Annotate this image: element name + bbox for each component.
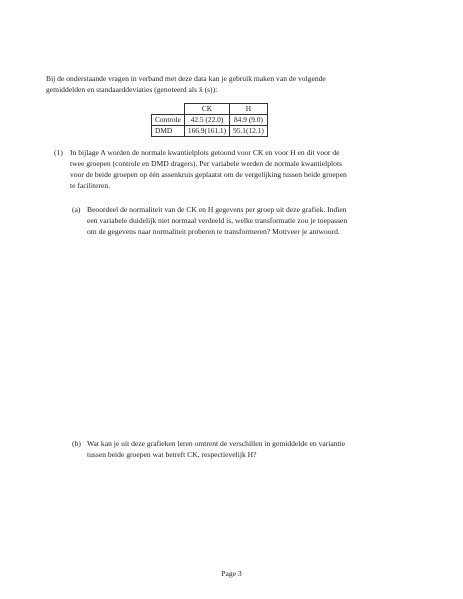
question-text xyxy=(70,147,400,191)
part-line: Beoordeel de normaliteit van de CK en H gegevens per groep uit deze grafiek. Indien xyxy=(87,205,347,214)
column-header-ck: CK xyxy=(184,104,229,115)
page-number: Page 3 xyxy=(221,569,242,578)
table-cell: 166.9(161.1) xyxy=(184,126,229,137)
table-corner-cell xyxy=(152,104,185,115)
part-line: Wat kan je uit deze grafieken leren omtrent de verschillen in gemiddelde en variantie xyxy=(87,439,346,448)
part-text xyxy=(87,204,400,237)
question-line: te faciliteren. xyxy=(70,181,111,190)
part-text xyxy=(87,438,400,460)
part-line: om de gegevens naar normaliteit proberen te transformeren? Motiveer je antwoord. xyxy=(87,227,340,236)
intro-paragraph xyxy=(46,73,396,95)
question-line: twee groepen (controle en DMD dragers). Per variabele werden de normale kwantielplots xyxy=(70,159,343,168)
question-line: In bijlage A worden de normale kwantielplots getoond voor CK en voor H en dit voor de xyxy=(70,148,340,157)
statistics-table-container xyxy=(151,103,268,137)
question-number: (1) xyxy=(54,148,63,157)
row-label: DMD xyxy=(152,126,185,137)
column-header-h: H xyxy=(230,104,268,115)
table-row xyxy=(152,126,268,137)
table-cell: 84.9 (9.0) xyxy=(230,115,268,126)
part-line: tussen beide groepen wat betreft CK, respectievelijk H? xyxy=(87,450,257,459)
row-label: Controle xyxy=(152,115,185,126)
table-cell: 42.5 (22.0) xyxy=(184,115,229,126)
statistics-table xyxy=(151,103,268,137)
table-row xyxy=(152,115,268,126)
intro-line: Bij de onderstaande vragen in verband met deze data kan je gebruik maken van de volgende xyxy=(46,74,326,83)
part-line: een variabele duidelijk niet normaal verdeeld is, welke transformatie zou je toepassen xyxy=(87,216,348,225)
intro-line: gemiddelden en standaarddeviaties (genoteerd als x̄ (s)): xyxy=(46,85,218,94)
part-label: (a) xyxy=(72,205,81,214)
question-line: voor de beide groepen op één assenkruis geplaatst om de vergelijking tussen beide groepen xyxy=(70,170,347,179)
part-label: (b) xyxy=(72,439,81,448)
table-header-row xyxy=(152,104,268,115)
table-cell: 95.1(12.1) xyxy=(230,126,268,137)
